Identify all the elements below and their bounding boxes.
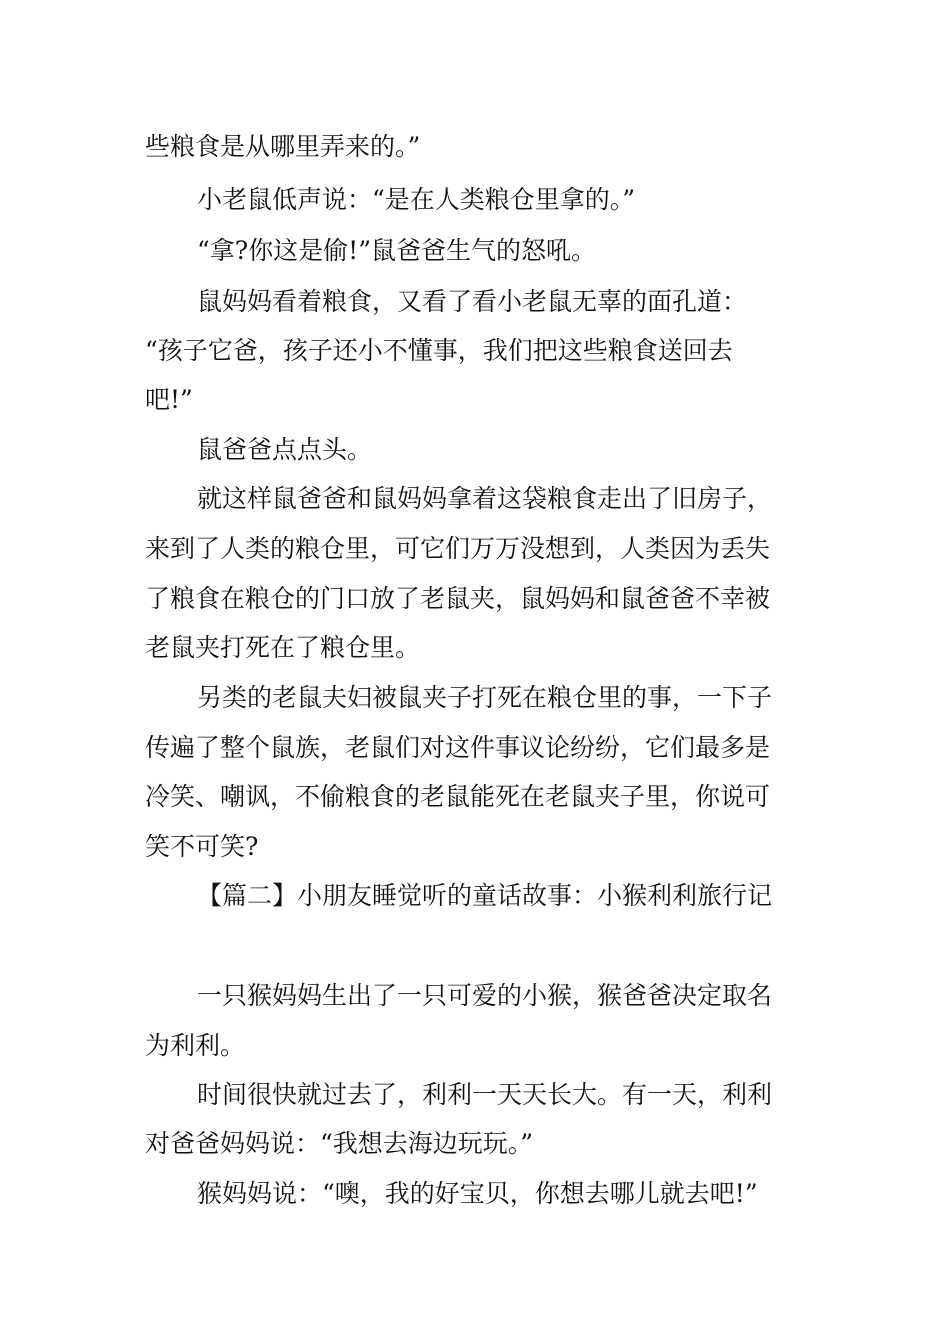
text-line: “拿?你这是偷!”鼠爸爸生气的怒吼。 (197, 236, 597, 265)
text-line: “孩子它爸，孩子还小不懂事，我们把这些粮食送回去 (145, 336, 733, 365)
text-line: 吧!” (145, 385, 193, 414)
text-line: 来到了人类的粮仓里，可它们万万没想到，人类因为丢失 (145, 534, 771, 563)
text-line: 一只猴妈妈生出了一只可爱的小猴，猴爸爸决定取名 (197, 981, 773, 1010)
text-line: 鼠爸爸点点头。 (197, 435, 373, 464)
text-line: 笑不可笑? (145, 832, 259, 861)
text-line: 了粮食在粮仓的门口放了老鼠夹，鼠妈妈和鼠爸爸不幸被 (145, 584, 771, 613)
text-line: 对爸爸妈妈说：“我想去海边玩玩。” (145, 1129, 534, 1158)
text-line: 鼠妈妈看着粮食，又看了看小老鼠无辜的面孔道： (197, 287, 748, 316)
text-line: 冷笑、嘲讽，不偷粮食的老鼠能死在老鼠夹子里，你说可 (145, 782, 771, 811)
section-heading: 【篇二】小朋友睡觉听的童话故事：小猴利利旅行记 (197, 881, 773, 910)
text-line: 小老鼠低声说：“是在人类粮仓里拿的。” (197, 185, 636, 214)
text-line: 时间很快就过去了，利利一天天长大。有一天，利利 (197, 1080, 773, 1109)
text-line: 传遍了整个鼠族，老鼠们对这件事议论纷纷，它们最多是 (145, 733, 771, 762)
text-line: 为利利。 (145, 1031, 246, 1060)
text-line: 就这样鼠爸爸和鼠妈妈拿着这袋粮食走出了旧房子， (197, 484, 773, 513)
text-line: 猴妈妈说：“噢，我的好宝贝，你想去哪儿就去吧!” (197, 1179, 758, 1208)
text-line: 老鼠夹打死在了粮仓里。 (145, 633, 421, 662)
text-line: 些粮食是从哪里弄来的。” (145, 132, 421, 161)
text-line: 另类的老鼠夫妇被鼠夹子打死在粮仓里的事，一下子 (197, 683, 773, 712)
